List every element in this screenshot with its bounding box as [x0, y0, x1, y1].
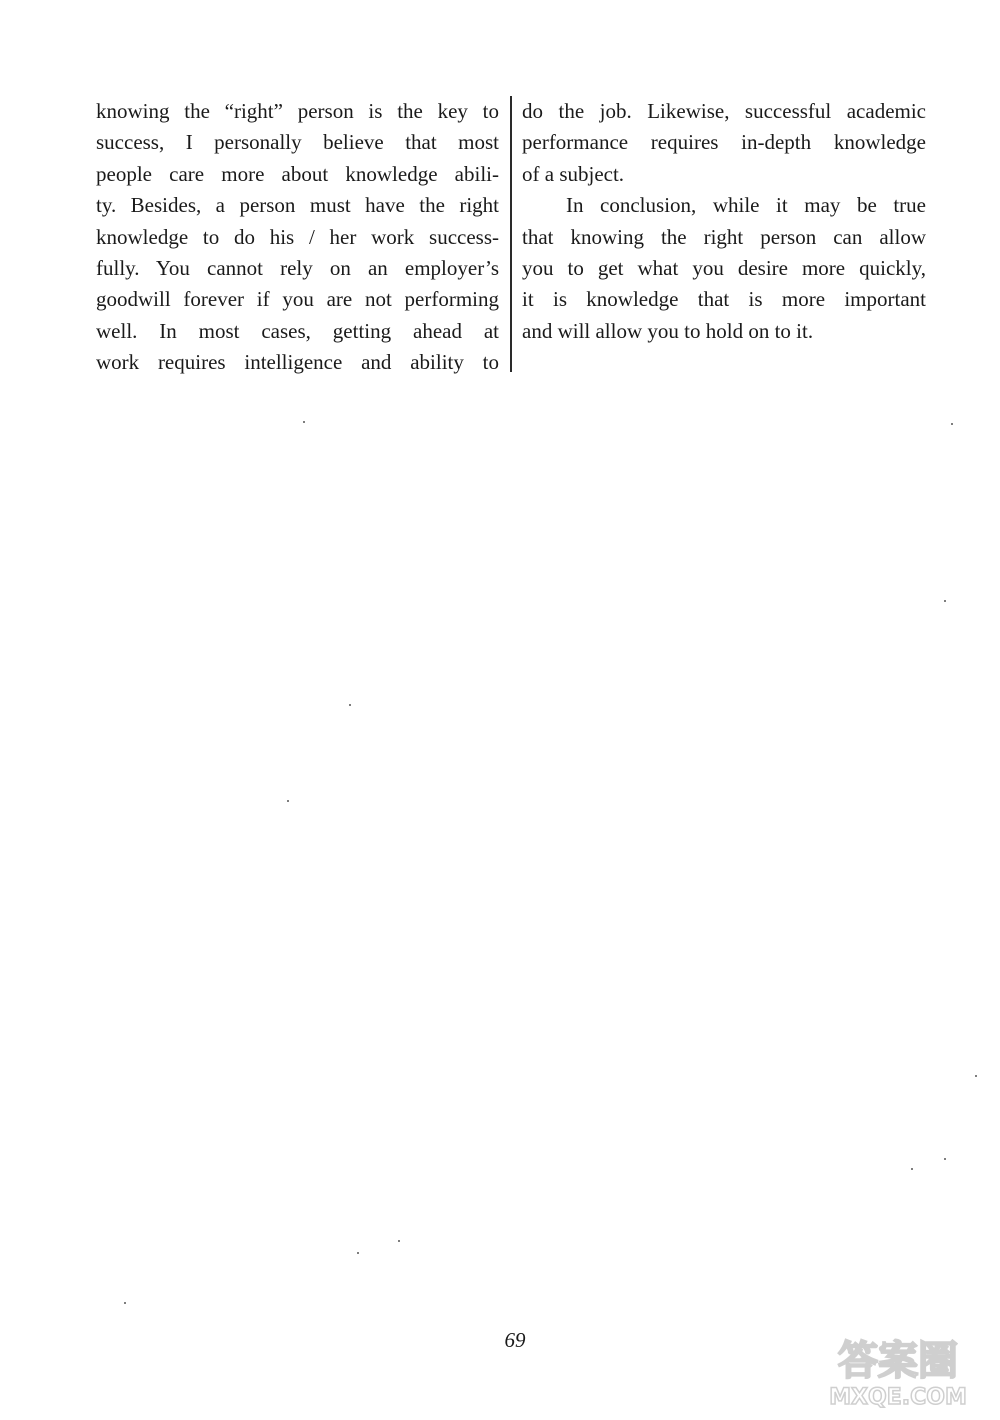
- scan-speck: [357, 1252, 359, 1254]
- text-line: ty. Besides, a person must have the right: [96, 193, 499, 218]
- text-line: work requires intelligence and ability to: [96, 350, 499, 375]
- text-line: performance requires in-depth knowledge: [522, 130, 926, 155]
- scan-speck: [944, 600, 946, 602]
- text-line: and will allow you to hold on to it.: [522, 318, 814, 343]
- watermark-text-top: 答案圈: [838, 1338, 958, 1384]
- right-text-column: [522, 96, 926, 347]
- scan-speck: [349, 704, 351, 706]
- text-line: knowing the “right” person is the key to: [96, 99, 499, 123]
- scan-speck: [287, 800, 289, 802]
- scan-speck: [975, 1075, 977, 1077]
- scan-speck: [911, 1168, 913, 1170]
- text-line: well. In most cases, getting ahead at: [96, 318, 499, 343]
- scan-speck: [951, 423, 953, 425]
- scan-speck: [944, 1158, 946, 1160]
- page-number: 69: [504, 1328, 526, 1352]
- text-line: do the job. Likewise, successful academic: [522, 99, 926, 123]
- column-divider: [510, 96, 512, 372]
- text-line: success, I personally believe that most: [96, 130, 499, 155]
- scan-speck: [398, 1240, 400, 1242]
- text-line: it is knowledge that is more important: [522, 287, 926, 312]
- text-line: of a subject.: [522, 161, 625, 186]
- text-line: people care more about knowledge abili-: [96, 161, 499, 186]
- text-line: you to get what you desire more quickly,: [522, 255, 926, 280]
- text-line: knowledge to do his / her work success-: [96, 224, 499, 249]
- text-line: fully. You cannot rely on an employer’s: [96, 255, 499, 280]
- scan-speck: [303, 421, 305, 423]
- watermark-text-bottom: MXQE.COM: [829, 1385, 967, 1410]
- text-line: that knowing the right person can allow: [522, 224, 926, 249]
- watermark-logo: [806, 1332, 986, 1412]
- text-line: goodwill forever if you are not performing: [96, 287, 499, 312]
- scan-speck: [124, 1302, 126, 1304]
- paragraph-first-line: In conclusion, while it may be true: [566, 193, 926, 218]
- left-text-column: [96, 96, 499, 379]
